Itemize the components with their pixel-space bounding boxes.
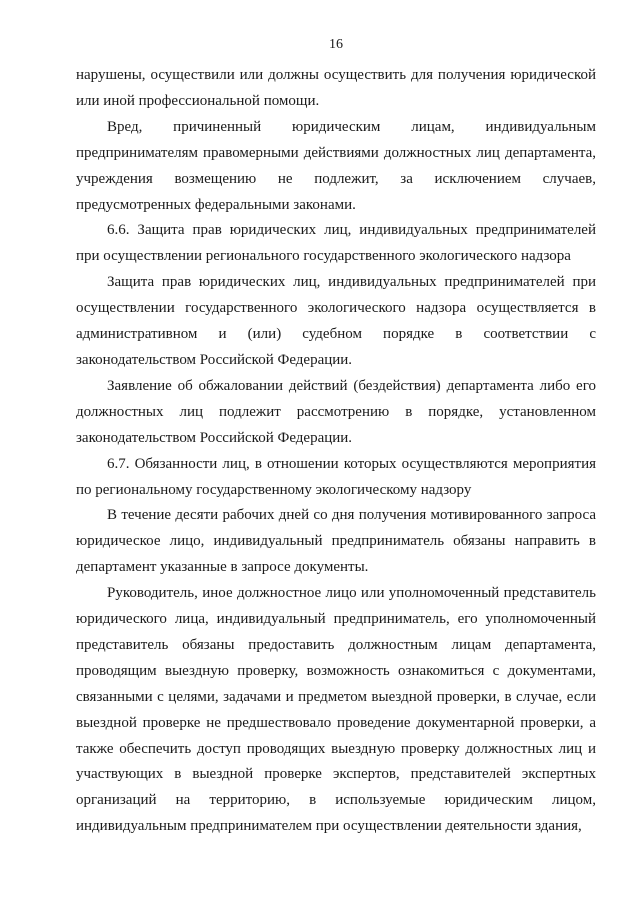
paragraph-appeal-statement: Заявление об обжаловании действий (бездействия) департамента либо его должностных лиц подлежит рассмотрению в порядке, установленном законодательством Российской Федерации. <box>76 377 596 446</box>
paragraph-rights-protection: Защита прав юридических лиц, индивидуальных предпринимателей при осуществлении государственного экологического надзора осуществляется в административном и (или) судебном порядке в соответствии с законодательством Российской Федерации. <box>76 274 596 368</box>
paragraph-inspection-access: Руководитель, иное должностное лицо или уполномоченный представитель юридического лица, индивидуальный предприниматель, его уполномоченный представитель обязаны предоставить должностным лицам департамента, проводящим выездную проверку, возможность ознакомиться с документами, связанными с целями, задачами и предметом выездной проверки, в случае, если выездной проверке не предшествовало проведение документарной проверки, а также обеспечить доступ проводящих выездную проверку должностных лиц и участвующих в выездной проверке экспертов, представителей экспертных организаций на территорию, в используемые юридическим лицом, индивидуальным предпринимателем при осуществлении деятельности здания, <box>76 585 596 835</box>
page-number: 16 <box>329 37 343 52</box>
paragraph-damage-compensation: Вред, причиненный юридическим лицам, индивидуальным предпринимателям правомерными действиями должностных лиц департамента, учреждения возмещению не подлежит, за исключением случаев, предусмотренных федеральными законами. <box>76 118 596 213</box>
section-heading-6-6: 6.6. Защита прав юридических лиц, индивидуальных предпринимателей при осуществлении регионального государственного экологического надзора <box>76 222 596 265</box>
section-heading-6-7: 6.7. Обязанности лиц, в отношении которых осуществляются мероприятия по региональному государственному экологическому надзору <box>76 455 596 498</box>
paragraph-continuation: нарушены, осуществили или должны осуществить для получения юридической или иной профессиональной помощи. <box>76 67 596 109</box>
paragraph-document-request: В течение десяти рабочих дней со дня получения мотивированного запроса юридическое лицо, индивидуальный предприниматель обязаны направить в департамент указанные в запросе документы. <box>76 507 596 576</box>
